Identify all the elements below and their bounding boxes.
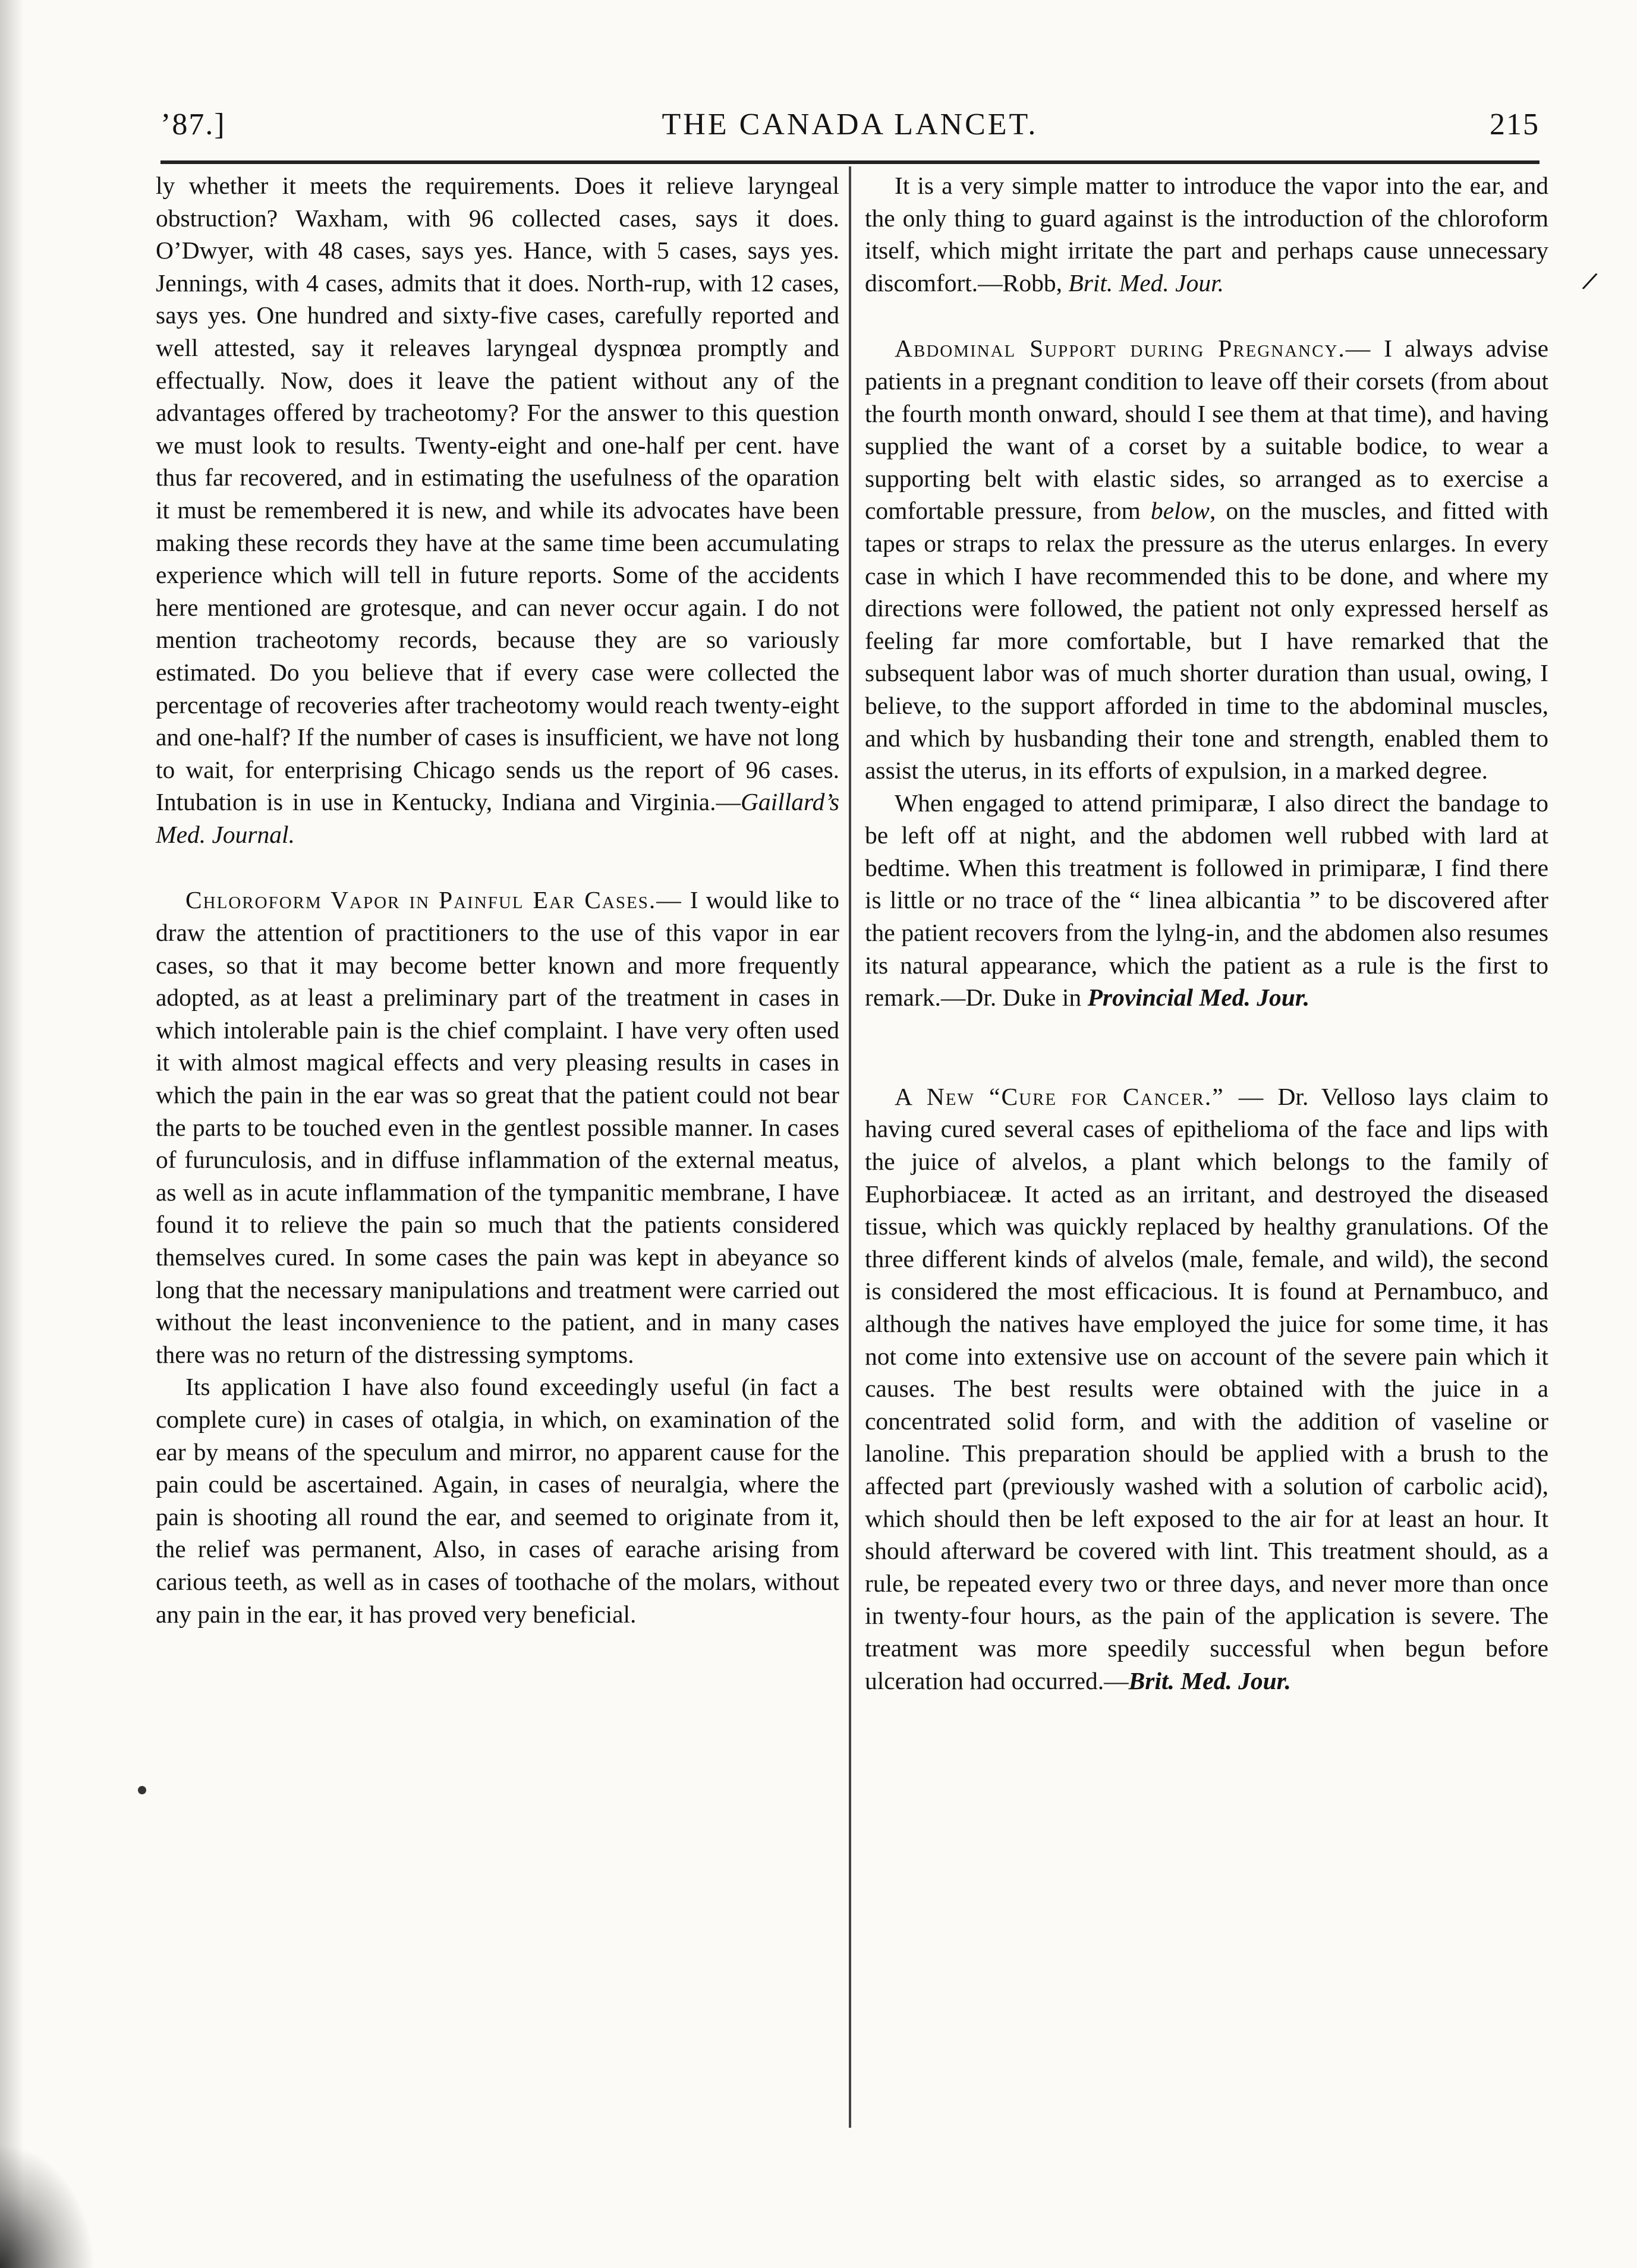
margin-tick-mark: / bbox=[1580, 267, 1600, 295]
chloroform-heading: Chloroform Vapor in Painful Ear Cases.— bbox=[185, 886, 682, 914]
page-edge-shadow bbox=[0, 0, 24, 2268]
volume-year: ’87.] bbox=[160, 108, 226, 141]
cancer-cure-heading: A New “Cure for Cancer.” — bbox=[895, 1082, 1265, 1110]
cancer-cure-article: A New “Cure for Cancer.” — Dr. Velloso lays claim to having cured several cases of epithelioma of the face and lips with the juice of alvelos, a plant which belongs to the family of Euphorbiaceæ. It acted as an irritant, and destroyed the diseased tissue, which was quickly replaced by healthy granulations. Of the three different kinds of alvelos (male, female, and wild), the second is considered the most efficacious. It is found at Pernambuco, and although the natives have employed the juice for some time, it has not come into extensive use on account of the severe pain which it causes. The best results were obtained with the juice in a concentrated solid form, and with the addition of vaseline or lanoline. This preparation should be applied with a brush to the affected part (previously washed with a solution of carbolic acid), which should then be left exposed to the air for at least an hour. It should afterward be covered with lint. This treatment should, as a rule, be repeated every two or three days, and never more than once in twenty-four hours, as the pain of the application is severe. The treatment was more speedily successful when begun before ulceration had occurred.—Brit. Med. Jour. bbox=[865, 1082, 1549, 1694]
chloroform-article-p1: Chloroform Vapor in Painful Ear Cases.— I would like to draw the attention of practitioners to the use of this vapor in ear cases, so that it may become better known and more frequently adopted, as at least a preliminary part of the treatment in cases in which intolerable pain is the chief complaint. I have very often used it with almost magical effects and very pleasing results in cases in which the pain in the ear was so great that the patient could not bear the parts to be touched even in the gentlest possible manner. In cases of furunculosis, and in diffuse inflammation of the external meatus, as well as in acute inflammation of the tympanitic membrane, I have found it to relieve the pain so much that the patients considered themselves cured. In some cases the pain was kept in abeyance so long that the necessary manipulations and treatment were carried out without the least inconvenience to the patient, and in many cases there was no return of the distressing symptoms. bbox=[156, 886, 839, 1368]
header-rule bbox=[160, 160, 1540, 164]
journal-title: THE CANADA LANCET. bbox=[662, 108, 1038, 141]
abdominal-support-p2: When engaged to attend primiparæ, I also direct the bandage to be left off at night, and the abdomen well rubbed with lard at bedtime. When this treatment is followed in primiparæ, I find there is little or no trace of the “ linea albicantia ” to be discovered after the patient recovers from the lylng-in, and the abdomen also resumes its natural appearance, which the patient as a rule is the first to remark.—Dr. Duke in Provincial Med. Jour. bbox=[865, 789, 1548, 1012]
running-header bbox=[160, 101, 1540, 155]
page-number: 215 bbox=[1490, 108, 1540, 141]
intubation-continuation: ly whether it meets the requirements. Does it relieve laryngeal obstruction? Waxham, with 96 collected cases, says it does. O’Dwyer, with 48 cases, says yes. Hance, with 5 cases, says yes. Jennings, with 4 cases, admits that it does. North-rup, with 12 cases, says yes. One hundred and sixty-five cases, carefully reported and well attested, say it releaves laryngeal dyspnœa promptly and effectually. Now, does it leave the patient without any of the advantages offered by tracheotomy? For the answer to this question we must look to results. Twenty-eight and one-half per cent. have thus far recovered, and in estimating the usefulness of the oparation it must be remembered it is new, and while its advocates have been making these records they have at the same time been accumulating experience which will tell in future reports. Some of the accidents here mentioned are grotesque, and can never occur again. I do not mention tracheotomy records, because they are so variously estimated. Do you believe that if every case were collected the percentage of recoveries after tracheotomy would reach twenty-eight and one-half? If the number of cases is insufficient, we have not long to wait, for enterprising Chicago sends us the report of 96 cases. Intubation is in use in Kentucky, Indiana and Virginia.—Gaillard’s Med. Journal. bbox=[156, 172, 839, 848]
chloroform-source: Brit. Med. Jour. bbox=[1068, 269, 1224, 297]
abdominal-source: Provincial Med. Jour. bbox=[1087, 984, 1310, 1012]
right-column bbox=[865, 169, 1548, 1697]
page-corner-smudge bbox=[0, 2143, 95, 2268]
margin-dot bbox=[138, 1786, 146, 1794]
cancer-source: Brit. Med. Jour. bbox=[1128, 1667, 1291, 1694]
abdominal-support-p1: Abdominal Support during Pregnancy.— I always advise patients in a pregnant condition to leave off their corsets (from about the fourth month onward, should I see them at that time), and having supplied the want of a corset by a suitable bodice, to wear a supporting belt with elastic sides, so arranged as to exercise a comfortable pressure, from below, on the muscles, and fitted with tapes or straps to relax the pressure as the uterus enlarges. In every case in which I have recommended this to be done, and where my directions were followed, the patient not only expressed herself as feeling far more comfortable, but I have remarked that the subsequent labor was of much shorter duration than usual, owing, I believe, to the support afforded in time to the abdominal muscles, and which by husbanding their tone and strength, enabled them to assist the uterus, in its efforts of expulsion, in a marked degree. bbox=[865, 335, 1548, 785]
emphasis-below: below bbox=[1150, 497, 1210, 525]
chloroform-continuation: It is a very simple matter to introduce the vapor into the ear, and the only thing to guard against is the introduction of the chloroform itself, which might irritate the part and perhaps cause unnecessary discomfort.—Robb, Brit. Med. Jour. bbox=[865, 172, 1548, 297]
intubation-source: Gaillard’s Med. Journal. bbox=[156, 788, 839, 848]
abdominal-support-heading: Abdominal Support during Pregnancy.— bbox=[895, 335, 1372, 363]
left-column bbox=[156, 169, 839, 1630]
column-divider bbox=[849, 166, 851, 2128]
chloroform-article-p2: Its application I have also found exceedingly useful (in fact a complete cure) in cases of otalgia, in which, on examination of the ear by means of the speculum and mirror, no apparent cause for the pain could be ascertained. Again, in cases of neuralgia, where the pain is shooting all round the ear, and seemed to originate from it, the relief was permanent, Also, in cases of earache arising from carious teeth, as well as in cases of toothache of the molars, without any pain in the ear, it has proved very beneficial. bbox=[156, 1373, 839, 1628]
